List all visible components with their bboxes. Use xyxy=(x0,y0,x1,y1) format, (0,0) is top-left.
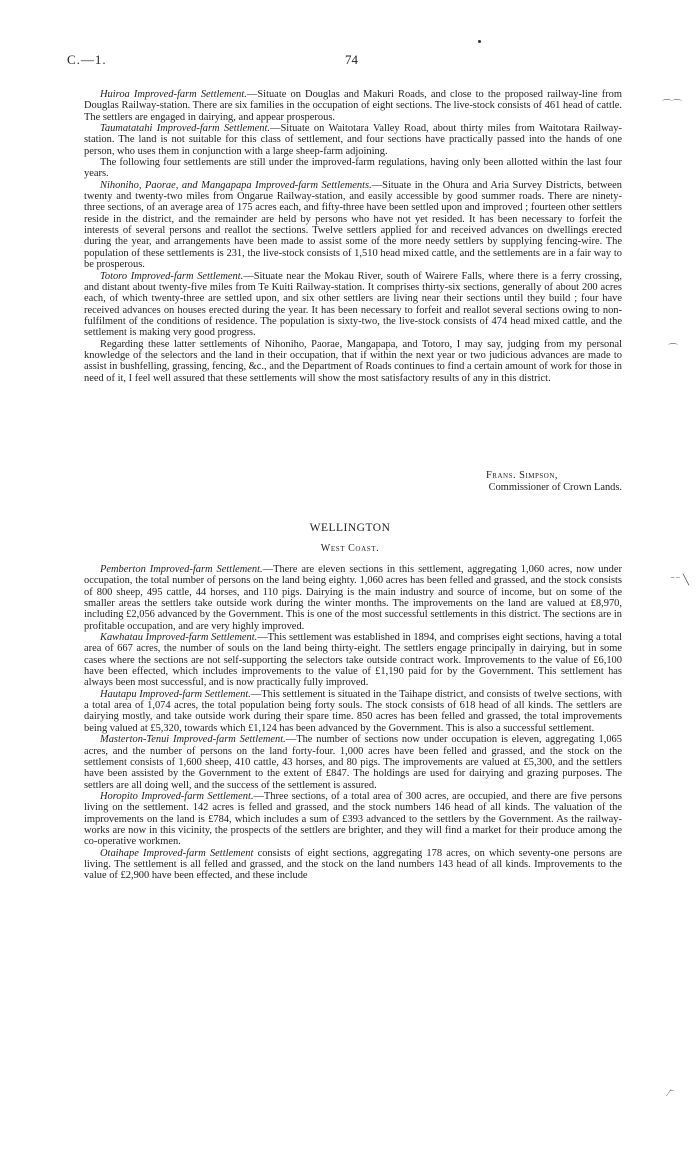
paragraph xyxy=(84,564,622,632)
section-subheading: West Coast. xyxy=(320,543,380,554)
page-number: 74 xyxy=(345,52,358,67)
paragraph-title: Taumatatahi Improved-farm Settlement. xyxy=(100,123,271,135)
paragraph xyxy=(84,791,622,848)
ink-speck xyxy=(478,40,481,43)
paragraph xyxy=(84,734,622,791)
paragraph-text: —Situate on Douglas and Makuri Roads, and close to the proposed railway-line from Douglas Railway-station. There are six families in the occupation of eight sections. The live-stock consists of 461 head of cattle. The settlers are engaged in dairying, and appear prosperous. xyxy=(84,89,623,123)
paragraph-title: Huiroa Improved-farm Settlement. xyxy=(100,89,247,100)
signature-title: Commissioner of Crown Lands. xyxy=(488,482,622,493)
paragraph-title: Pemberton Improved-farm Settlement. xyxy=(100,564,263,575)
paragraph xyxy=(84,271,622,339)
paragraph-text: —Situate near the Mokau River, south of Wairere Falls, where there is a ferry crossing, and distant about twenty-five miles from Te Kuiti Railway-station. It comprises thirty-six sections, generally of about 200 acres each, of which twenty-three are settled upon, and six other settlers are living near their sections until they build ; four have received advances on houses erected during the year. It has been necessary to forfeit and reallot several sections owing to non-fulfilment of the conditions of residence. The population is sixty-two, the live-stock consists of 474 head mixed cattle, and the settlement is making very good progress. xyxy=(84,270,622,339)
margin-mark: ⁄⁻ xyxy=(668,1088,675,1099)
paragraph-text: —This settlement is situated in the Taihape district, and consists of twelve sections, with a total area of 1,074 acres, the total population being forty souls. The stock consists of 618 head of all kinds. The settlers are dairying mostly, and take outside work during their spare time. 850 acres has been felled and grassed, the total improvements being valued at £5,320, towards which £1,124 has been advanced by the Government. This is also a successful settlement. xyxy=(84,688,622,734)
paragraph xyxy=(84,632,622,689)
paragraph xyxy=(84,123,622,157)
paragraph xyxy=(84,689,622,734)
margin-mark: ⌒ xyxy=(668,344,678,355)
document-reference: C.—1. xyxy=(67,52,107,67)
paragraph-text: —Three sections, of a total area of 300 acres, are occupied, and there are five persons living on the settlement. 142 acres is felled and grassed, and the stock numbers 146 head of all kinds. The valuation of the improvements on the land is £784, which includes a sum of £393 advanced to the settlers by the Government. As the railway-works are now in this vicinity, the prospects of the settlers are brighter, and they will find a market for their produce among the co-operative workmen. xyxy=(84,790,622,848)
section-heading: WELLINGTON xyxy=(309,522,391,534)
paragraph-title: Totoro Improved-farm Settlement. xyxy=(100,270,244,282)
page-header xyxy=(0,52,700,72)
paragraph-text: Regarding these latter settlements of Nihoniho, Paorae, Mangapapa, and Totoro, I may say, judging from my personal knowledge of the selectors and the land in their occupation, that if within the next year or two judicious advances are made to assist in bushfelling, grassing, fencing, &c., and the Department of Roads continues to find a certain amount of work for those in need of it, I feel well assured that these settlements will show the most satisfactory results of any in this district. xyxy=(84,338,622,384)
paragraph-title: Hautapu Improved-farm Settlement. xyxy=(100,688,251,700)
section-2-text xyxy=(84,564,622,882)
paragraph xyxy=(84,339,622,384)
paragraph-text: —Situate in the Ohura and Aria Survey Districts, between twenty and twenty-two miles from Ongarue Railway-station, and easily accessible by good summer roads. There are ninety-three sections, of an average area of 175 acres each, and fifty-three have been settled upon and improved ; fourteen other settlers reside in the district, and the remainder are held by persons who have not yet resided. It has been necessary to forfeit the interests of several persons and reallot the sections. Twelve settlers applied for and received advances on dwellings erected during the year, and arrangements have been made to assist some of the more needy settlers by supplying fencing-wire. The population of these settlements is 231, the live-stock consists of 1,510 head mixed cattle, and the settlements are in a fair way to be prosperous. xyxy=(84,179,622,271)
paragraph-title: Horopito Improved-farm Settlement. xyxy=(100,790,254,802)
paragraph-text: —Situate on Waitotara Valley Road, about thirty miles from Waitotara Railway-station. The land is not suitable for this class of settlement, and four sections have practically passed into the hands of one person, who uses them in conjunction with a large sheep-farm adjoining. xyxy=(84,123,623,157)
margin-mark: ⁻⁻ ╲ xyxy=(670,575,690,586)
section-1-text xyxy=(84,89,622,384)
paragraph-title: Otaihape Improved-farm Settlement xyxy=(100,847,254,859)
paragraph-text: —The number of sections now under occupation is eleven, aggregating 1,065 acres, and the number of persons on the land forty-four. 1,000 acres have been felled and grassed, and the stock on the settlement consists of 1,600 sheep, 410 cattle, 43 horses, and 80 pigs. The improvements are valued at £5,300, and the settlers have been assisted by the Government to the extent of £847. The holdings are used for dairying and grazing purposes. The settlers are all doing well, and the success of the settlement is assured. xyxy=(84,734,622,791)
paragraph-title: Nihoniho, Paorae, and Mangapapa Improved-farm Settlements. xyxy=(100,179,372,191)
margin-mark: ⌒⌒ xyxy=(662,100,682,111)
paragraph xyxy=(84,848,622,882)
paragraph xyxy=(84,157,622,180)
signature-block xyxy=(400,470,622,494)
paragraph-text: consists of eight sections, aggregating 178 acres, on which seventy-one persons are living. The settlement is all felled and grassed, and the stock on the land numbers 143 head of all kinds. Improvements to the value of £2,900 have been effected, and these include xyxy=(84,847,623,882)
paragraph-text: The following four settlements are still under the improved-farm regulations, having only been allotted within the last four years. xyxy=(84,157,622,180)
paragraph xyxy=(84,180,622,271)
paragraph-title: Masterton-Tenui Improved-farm Settlement. xyxy=(100,734,286,746)
paragraph xyxy=(84,89,622,123)
paragraph-text: —This settlement was established in 1894, and comprises eight sections, having a total area of 667 acres, the number of souls on the land being thirty-eight. The settlers engage principally in dairying, but in some cases where the sections are not self-supporting the selectors take outside contract work. Improvements to the value of £6,100 have been effected, which includes improvements to the value of £1,190 paid for by the Government. This settlement has always been most successful, and is now practically fully improved. xyxy=(84,632,622,689)
paragraph-title: Kawhatau Improved-farm Settlement. xyxy=(100,632,258,644)
paragraph-text: —There are eleven sections in this settlement, aggregating 1,060 acres, now under occupation, the total number of persons on the land being eighty. 1,060 acres has been felled and grassed, and the stock consists of 800 sheep, 495 cattle, 44 horses, and 110 pigs. Dairying is the main industry and source of income, but on some of the smaller areas the settlers take outside work during the winter months. The improvements on the land are valued at £8,970, including £2,056 advanced by the Government. This is one of the most successful settlements in this district. The sections are in profitable occupation, and are very highly improved. xyxy=(84,564,622,632)
signature-name: Frans. Simpson, xyxy=(486,470,558,481)
